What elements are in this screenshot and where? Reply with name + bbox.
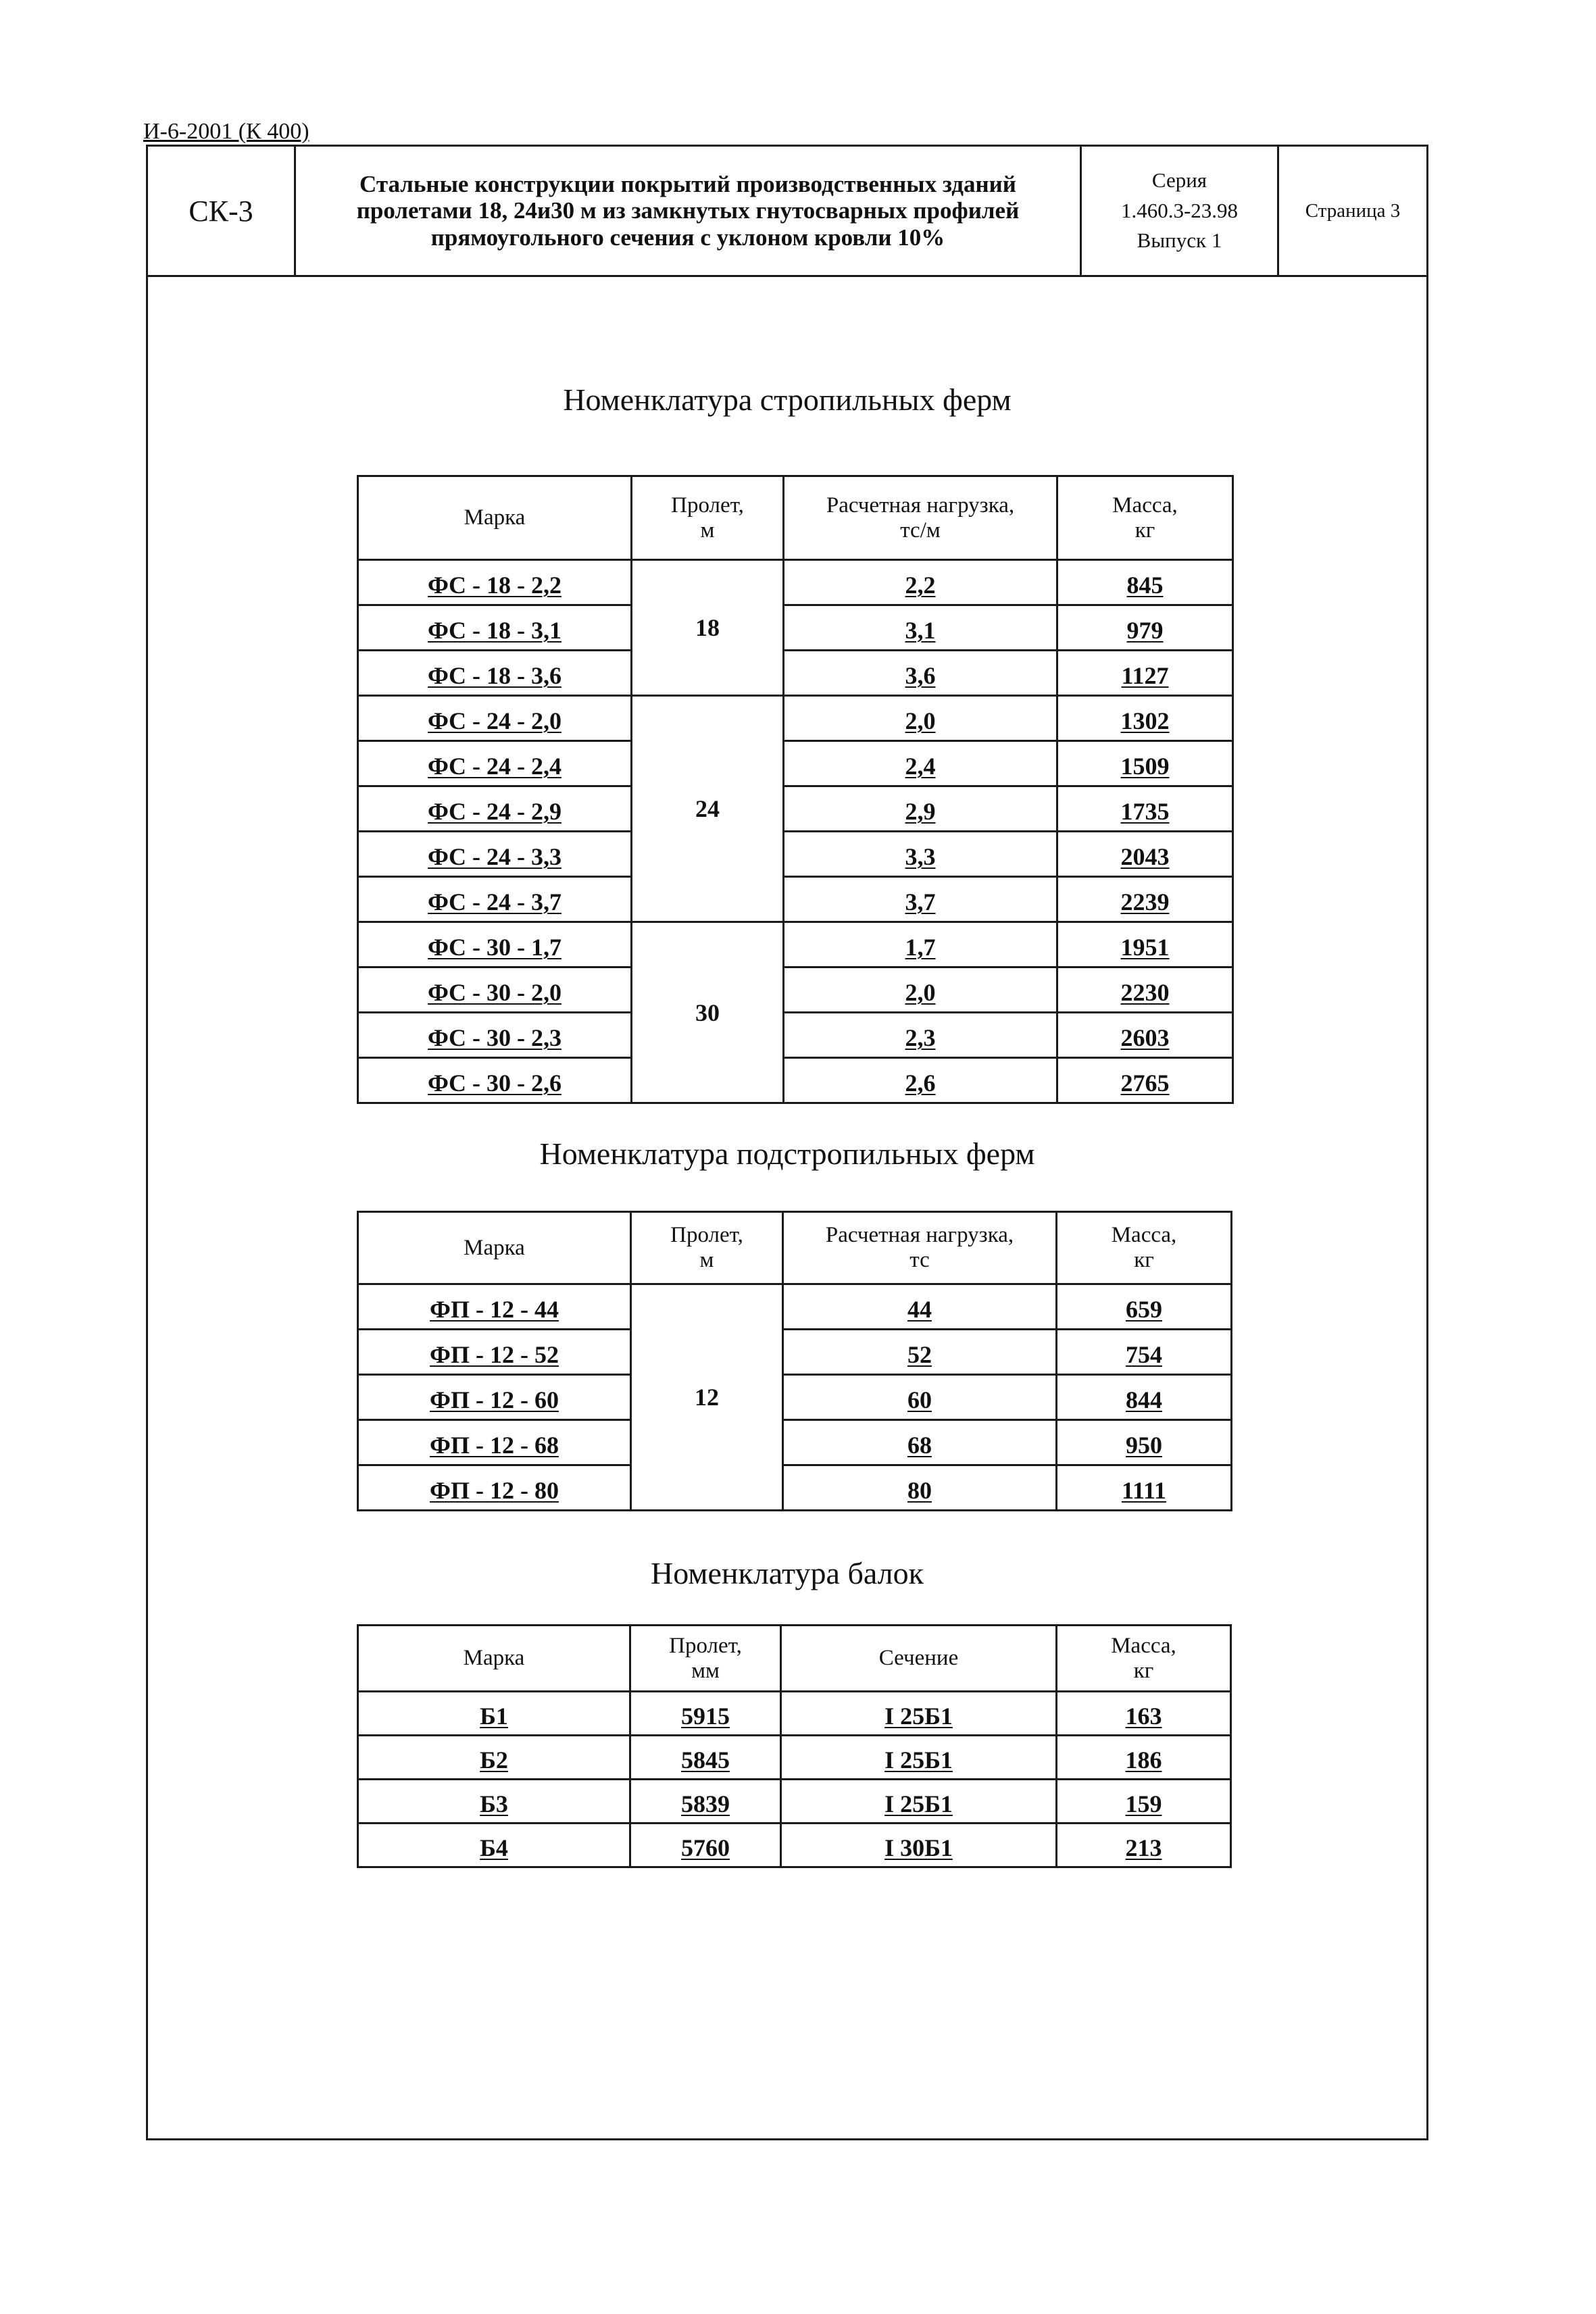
table-row (358, 1465, 1232, 1511)
cell-section: I 30Б1 (781, 1823, 1057, 1867)
cell-span: 24 (632, 696, 784, 922)
table-row (358, 967, 1233, 1013)
page-number: Страница 3 (1305, 199, 1401, 222)
table-row (358, 1013, 1233, 1058)
cell-mass: 950 (1057, 1420, 1232, 1465)
cell-section: I 25Б1 (781, 1780, 1057, 1823)
series-label: Серия (1151, 168, 1207, 192)
col-header-load: Расчетная нагрузка, тс (783, 1212, 1057, 1284)
col-header-load: Расчетная нагрузка, тс/м (784, 476, 1057, 560)
cell-load: 2,4 (784, 741, 1057, 786)
title-line: Стальные конструкции покрытий производственных зданий (359, 171, 1016, 198)
cell-load: 3,6 (784, 651, 1057, 696)
cell-load: 2,0 (784, 696, 1057, 741)
cell-load: 3,7 (784, 877, 1057, 922)
cell-load: 2,2 (784, 560, 1057, 605)
cell-mass: 1127 (1057, 651, 1233, 696)
subtruss-table (357, 1211, 1232, 1511)
cell-mass: 754 (1057, 1330, 1232, 1375)
cell-mass: 1735 (1057, 786, 1233, 832)
truss-table-title: Номенклатура стропильных ферм (563, 382, 1012, 417)
table-row (358, 1780, 1231, 1823)
col-header-span: Пролет, м (631, 1212, 783, 1284)
table-row (358, 1375, 1232, 1420)
col-header-mass: Масса, кг (1057, 476, 1233, 560)
cell-load: 44 (783, 1284, 1057, 1330)
cell-mass: 213 (1057, 1823, 1231, 1867)
table-row (358, 1692, 1231, 1736)
cell-mass: 2239 (1057, 877, 1233, 922)
cell-mark: ФП - 12 - 52 (358, 1330, 631, 1375)
cell-load: 1,7 (784, 922, 1057, 967)
table-row (358, 832, 1233, 877)
col-header-span: Пролет, мм (630, 1626, 781, 1692)
cell-mass: 159 (1057, 1780, 1231, 1823)
cell-mark: ФС - 24 - 2,9 (358, 786, 632, 832)
col-header-span: Пролет, м (632, 476, 784, 560)
cell-mass: 659 (1057, 1284, 1232, 1330)
title-block (148, 147, 1426, 277)
cell-span: 5760 (630, 1823, 781, 1867)
col-header-section: Сечение (781, 1626, 1057, 1692)
col-header-mark: Марка (358, 476, 632, 560)
cell-mark: ФС - 24 - 3,7 (358, 877, 632, 922)
col-header-mark: Марка (358, 1626, 630, 1692)
cell-mark: ФП - 12 - 68 (358, 1420, 631, 1465)
cell-mark: Б4 (358, 1823, 630, 1867)
issue-number: Выпуск 1 (1137, 228, 1222, 253)
document-reference: И-6-2001 (К 400) (143, 119, 309, 144)
cell-load: 2,9 (784, 786, 1057, 832)
table-row (358, 605, 1233, 651)
col-header-mass: Масса, кг (1057, 1626, 1231, 1692)
beam-table (357, 1624, 1232, 1868)
cell-load: 80 (783, 1465, 1057, 1511)
cell-mass: 1111 (1057, 1465, 1232, 1511)
cell-mark: Б1 (358, 1692, 630, 1736)
table-row (358, 741, 1233, 786)
table-row (358, 1284, 1232, 1330)
series-number: 1.460.3-23.98 (1120, 198, 1239, 222)
cell-span: 18 (632, 560, 784, 696)
cell-mark: ФС - 30 - 1,7 (358, 922, 632, 967)
cell-mark: ФС - 30 - 2,6 (358, 1058, 632, 1103)
cell-mark: ФС - 24 - 2,0 (358, 696, 632, 741)
table-row (358, 1736, 1231, 1780)
cell-load: 2,6 (784, 1058, 1057, 1103)
title-line: прямоугольного сечения с уклоном кровли 10% (430, 224, 945, 251)
sheet-code: СК-3 (148, 147, 296, 275)
truss-table (357, 475, 1234, 1104)
cell-section: I 25Б1 (781, 1692, 1057, 1736)
cell-load: 2,3 (784, 1013, 1057, 1058)
cell-load: 52 (783, 1330, 1057, 1375)
cell-mark: ФС - 18 - 2,2 (358, 560, 632, 605)
cell-mark: ФП - 12 - 60 (358, 1375, 631, 1420)
table-row (358, 1420, 1232, 1465)
table-row (358, 1058, 1233, 1103)
table-row (358, 786, 1233, 832)
table-row (358, 651, 1233, 696)
cell-mark: ФС - 18 - 3,6 (358, 651, 632, 696)
table-row (358, 1330, 1232, 1375)
cell-mass: 186 (1057, 1736, 1231, 1780)
cell-span: 5839 (630, 1780, 781, 1823)
cell-mass: 979 (1057, 605, 1233, 651)
cell-mark: ФП - 12 - 80 (358, 1465, 631, 1511)
cell-mass: 1509 (1057, 741, 1233, 786)
cell-mass: 844 (1057, 1375, 1232, 1420)
table-row (358, 877, 1233, 922)
cell-mass: 2765 (1057, 1058, 1233, 1103)
cell-mass: 1302 (1057, 696, 1233, 741)
cell-mass: 1951 (1057, 922, 1233, 967)
table-row (358, 1823, 1231, 1867)
col-header-mark: Марка (358, 1212, 631, 1284)
cell-span: 30 (632, 922, 784, 1103)
series-info (1082, 147, 1279, 275)
cell-load: 60 (783, 1375, 1057, 1420)
cell-load: 2,0 (784, 967, 1057, 1013)
document-title (296, 147, 1082, 275)
cell-mark: ФП - 12 - 44 (358, 1284, 631, 1330)
drawing-frame (146, 145, 1428, 2140)
cell-span: 5915 (630, 1692, 781, 1736)
col-header-mass: Масса, кг (1057, 1212, 1232, 1284)
cell-mark: Б3 (358, 1780, 630, 1823)
beam-table-title: Номенклатура балок (651, 1556, 924, 1590)
cell-mass: 2230 (1057, 967, 1233, 1013)
table-row (358, 696, 1233, 741)
cell-mark: ФС - 18 - 3,1 (358, 605, 632, 651)
cell-mark: ФС - 30 - 2,3 (358, 1013, 632, 1058)
cell-mass: 845 (1057, 560, 1233, 605)
cell-load: 3,1 (784, 605, 1057, 651)
cell-mark: ФС - 30 - 2,0 (358, 967, 632, 1013)
cell-load: 3,3 (784, 832, 1057, 877)
cell-mass: 2603 (1057, 1013, 1233, 1058)
cell-span: 12 (631, 1284, 783, 1511)
cell-mass: 2043 (1057, 832, 1233, 877)
table-row (358, 560, 1233, 605)
title-line: пролетами 18, 24и30 м из замкнутых гнутосварных профилей (356, 197, 1020, 224)
subtruss-table-title: Номенклатура подстропильных ферм (539, 1136, 1035, 1171)
cell-mark: Б2 (358, 1736, 630, 1780)
cell-span: 5845 (630, 1736, 781, 1780)
cell-mass: 163 (1057, 1692, 1231, 1736)
cell-mark: ФС - 24 - 3,3 (358, 832, 632, 877)
cell-load: 68 (783, 1420, 1057, 1465)
cell-section: I 25Б1 (781, 1736, 1057, 1780)
table-row (358, 922, 1233, 967)
cell-mark: ФС - 24 - 2,4 (358, 741, 632, 786)
